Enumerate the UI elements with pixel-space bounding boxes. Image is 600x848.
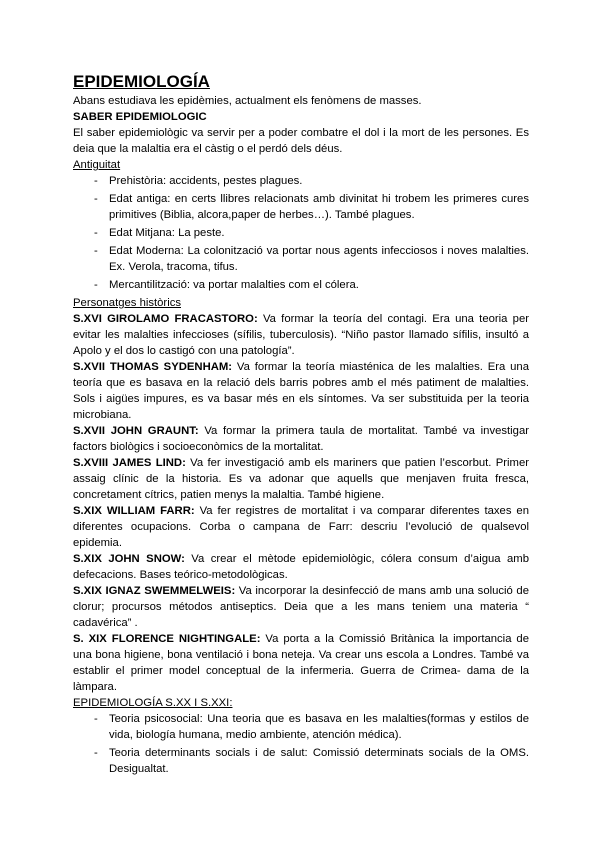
figure-text: Va formar la teoría del contagi. Era una teoria per evitar les malalties infeccioses (sífilis, tuberculosis). “Niño pastor llamado sífilis, insultó a Apolo y el dos lo castigó con una patología”. [73,313,529,357]
figure-name: S. XIX FLORENCE NIGHTINGALE: [73,633,261,645]
antiguitat-list [73,173,529,293]
list-item: - Edat antiga: en certs llibres relacionats amb divinitat hi trobem les primeres cures primitives (Biblia, alcora,paper de herbes…). També plagues. [94,191,529,223]
figure-text: Va fer registres de mortalitat i va comparar diferentes taxes en diferentes ocupacions. Corba o campana de Farr: descriu l’evolució de qualsevol epidemia. [73,505,529,549]
figure-name: S.XIX WILLIAM FARR: [73,505,195,517]
figure-name: S.XIX JOHN SNOW: [73,553,185,565]
sxx-list [73,711,529,777]
page-title: EPIDEMIOLOGÍA [73,72,210,91]
figure-text: Va crear el mètode epidemiològic, cólera consum d’aigua amb defecacions. Bases teórico-metodològicas. [73,553,529,581]
figure-entry [73,423,529,455]
saber-text: El saber epidemiològic va servir per a poder combatre el dol i la mort de les persones. Es deia que la malaltia era el càstig o el perdó dels déus. [73,127,529,155]
sxx-heading: EPIDEMIOLOGÍA S.XX I S.XXI: [73,697,233,709]
saber-heading: SABER EPIDEMIOLOGIC [73,111,207,123]
antiguitat-heading: Antiguitat [73,159,121,171]
document-page [73,72,529,779]
list-item: - Edat Moderna: La colonització va portar nous agents infecciosos i noves malalties. Ex. Verola, tracoma, tifus. [94,243,529,275]
list-item: - Mercantilització: va portar malalties com el cólera. [94,277,529,293]
list-item: - Edat Mitjana: La peste. [94,225,529,241]
figure-name: S.XIX IGNAZ SWEMMELWEIS: [73,585,236,597]
figure-text: Va formar la primera taula de mortalitat. També va investigar factors biològics i socioeconòmics de la mortalitat. [73,425,529,453]
figure-text: Va formar la teoría miasténica de les malalties. Era una teoría que es basava en la relació dels barris pobres amb el més patiment de malalties. Sols i aigües impures, es va basar més en els síntomes. Va ser substituida per la teoria microbiana. [73,361,529,421]
figure-text: Va incorporar la desinfecció de mans amb una solució de clorur; procursos métodos antiseptics. Deia que a les mans teniem una materia “ cadavérica” . [73,585,529,629]
figure-text: Va porta a la Comissió Britànica la importancia de una bona higiene, bona ventilació i bona neteja. Va crear uns escola a Londres. També va establir el primer model conceptual de la infermeria. Guerra de Crimea- dama de la làmpara. [73,633,529,693]
figure-entry [73,631,529,695]
figure-name: S.XVII THOMAS SYDENHAM: [73,361,233,373]
figure-name: S.XVI GIROLAMO FRACASTORO: [73,313,258,325]
figure-name: S.XVII JOHN GRAUNT: [73,425,199,437]
figure-entry [73,583,529,631]
figure-entry [73,311,529,359]
figure-text: Va fer investigació amb els mariners que patien l’escorbut. Primer assaig clínic de la historia. Es va adonar que aquells que menjaven fruita fresca, concretament cítrics, patien menys la malaltia. També higiene. [73,457,529,501]
figure-name: S.XVIII JAMES LIND: [73,457,186,469]
figure-entry [73,503,529,551]
figure-entry [73,359,529,423]
list-item: - Prehistòria: accidents, pestes plagues. [94,173,529,189]
list-item: - Teoria psicosocial: Una teoria que es basava en les malalties(formas y estilos de vida, biología humana, medio ambiente, atención médica). [94,711,529,743]
list-item: - Teoria determinants socials i de salut: Comissió determinats socials de la OMS. Desigualtat. [94,745,529,777]
figure-entry [73,455,529,503]
intro-text: Abans estudiava les epidèmies, actualment els fenòmens de masses. [73,95,422,107]
personatges-heading: Personatges històrics [73,297,181,309]
figure-entry [73,551,529,583]
